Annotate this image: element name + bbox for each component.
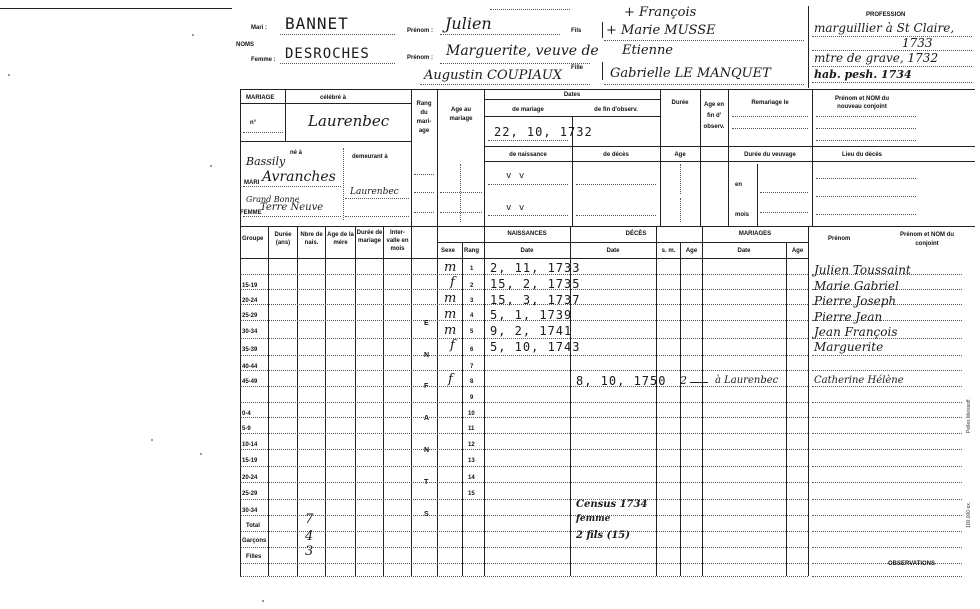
mariages-label: MARIAGES [738,231,772,237]
table-row-line [812,386,962,387]
intervalle-label: Inter- valle en mois [386,230,409,252]
prenom-label-femme: Prénom : [407,55,434,61]
table-row-line [812,355,962,356]
table-row-line [240,547,808,548]
child-birth-date: 5, 10, 1743 [490,340,581,354]
mariage-age-label: Age [791,248,804,254]
age-fin-label: Age en fin d' observ. [703,102,725,130]
femme-label-birth: FEMME [240,210,262,216]
en-label: en [735,182,743,188]
deces-age-label: Age [685,248,698,254]
group-label: 40-44 [242,364,258,370]
widow-of-name: Augustin COUPIAUX [424,68,563,83]
rank-number: 2 [470,283,474,289]
profession-line-1: marguillier à St Claire, [814,21,955,35]
dates-label: Dates [563,92,581,98]
child-birth-date: 15, 2, 1735 [490,277,581,291]
marriage-date: 22, 10, 1732 [494,125,593,139]
child-name: Marguerite [814,340,884,354]
groupe-label: Groupe [242,236,264,242]
mariage-date-label: Date [737,248,751,254]
remariage-label: Remariage le [751,100,789,106]
rank-number: 15 [468,491,475,497]
lieu-deces-label: Lieu du décès [841,152,882,158]
table-row-line [240,449,808,450]
group-label: 30-34 [242,329,258,335]
child-name: Pierre Joseph [814,294,897,308]
child-sex: m [444,260,457,275]
child-sex: m [444,291,457,306]
table-row-line [240,563,808,564]
husband-father: + François [624,5,697,20]
rank-number: 14 [468,475,475,481]
table-row-line [812,531,962,532]
rank-number: 8 [470,379,474,385]
group-label: 20-24 [242,298,258,304]
rank-number: 6 [470,347,474,353]
prenom-conjoint-label: Prénom et NOM du conjoint [899,232,954,247]
table-row-line [240,466,808,467]
table-row-line [812,433,962,434]
filles-label: Filles [246,554,262,560]
table-row-line [812,417,962,418]
rang-mariage-label: Rang du mari-age [416,101,432,134]
de-fin-label: de fin d'observ. [594,107,638,113]
group-label: 5-9 [242,426,251,432]
table-row-line [240,482,808,483]
table-row-line [240,499,808,500]
wife-first-name: Marguerite, veuve de [446,43,599,59]
child-sex: m [444,323,457,338]
rank-number: 4 [470,313,474,319]
rank-number: 10 [468,411,475,417]
enfants-letter: N [424,447,430,454]
group-label: 35-39 [242,347,258,353]
mari-label: MARI [244,180,260,186]
duree-label: Durée [671,100,689,106]
fille-label: Fille [571,65,584,71]
table-row-line [240,402,808,403]
enfants-letter: T [424,479,429,486]
table-row-line [812,449,962,450]
observations-label: OBSERVATIONS [888,561,936,567]
child-birth-date: 9, 2, 1741 [490,324,573,338]
rank-number: 5 [470,329,474,335]
noms-label: NOMS [236,42,254,48]
filles-count: 3 [305,544,314,559]
child-name: Jean François [814,325,898,339]
rank-number: 12 [468,442,475,448]
child-death-place: à Laurenbec [715,375,779,386]
census-line-3: 2 fils (15) [576,530,630,541]
table-row-line [812,466,962,467]
age-mariage-label: Age au mariage [449,107,473,122]
census-line-2: femme [576,514,611,524]
wife-surname: DESROCHES [285,46,370,62]
nbre-nais-label: Nbre de nais. [300,232,323,246]
table-row-line [812,515,962,516]
group-label: 10-14 [242,442,258,448]
group-label: 20-24 [242,475,258,481]
table-row-line [812,370,962,371]
table-row-line [240,531,808,532]
enfants-letter: F [424,383,429,390]
table-row-line [240,386,808,387]
enfants-letter: N [424,352,430,359]
duree-ans-label: Durée (ans) [274,232,292,246]
rank-number: 1 [470,266,474,272]
prenom-label-mari: Prénom : [407,28,434,34]
group-label: 15-19 [242,458,258,464]
group-label: 25-29 [242,491,258,497]
child-name: Marie Gabriel [814,279,899,293]
mariage-title: MARIAGE [246,95,275,101]
census-line-1: Census 1734 [576,499,648,510]
marriage-place: Laurenbec [308,112,390,130]
husband-dob: v v [506,171,526,181]
child-sex: f [450,338,455,353]
scan-speck [210,165,212,167]
sexe-label: Sexe [441,248,456,254]
fils-label: Fils [571,28,582,34]
table-row-line [812,402,962,403]
deces-label: DÉCÈS [625,231,647,237]
sm-label: s. m. [661,248,676,254]
prenom-label: Prénom [828,236,851,242]
rank-number: 11 [468,426,475,432]
scan-speck [192,34,194,36]
husband-surname: BANNET [285,14,349,33]
celebre-label: célébré à [320,95,347,101]
child-birth-date: 5, 1, 1739 [490,308,573,322]
profession-line-4: hab. pesh. 1734 [814,68,912,81]
wife-father: Etienne [622,43,674,58]
child-death-date: 8, 10, 1750 [576,374,667,388]
table-row-line [240,338,808,339]
group-label: 45-49 [242,379,258,385]
table-row-line [812,563,962,564]
husband-mother: + Marie MUSSE [606,23,716,38]
wife-mother: Gabrielle LE MANQUET [610,66,771,81]
table-row-line [812,547,962,548]
profession-line-2: 1733 [902,36,933,50]
scan-speck [8,74,10,76]
garcons-count: 4 [305,529,314,544]
de-deces-label: de décès [603,152,629,158]
mois-label: mois [735,212,750,218]
rank-number: 7 [470,364,474,370]
husband-residence: Laurenbec [350,187,399,197]
de-naissance-label: de naissance [509,152,547,158]
duree-veuvage-label: Durée du veuvage [744,152,796,158]
demeurant-label: demeurant à [352,154,388,160]
wife-dob: v v [506,203,526,213]
child-birth-date: 2, 11, 1733 [490,261,581,275]
table-row-line [240,576,808,577]
enfants-letter: E [424,320,429,327]
garcons-label: Garçons [242,538,267,544]
child-sex: f [450,275,455,290]
rang-label: Rang [464,248,479,254]
profession-line-3: mtre de grave, 1732 [814,51,939,65]
rank-number: 3 [470,298,474,304]
enfants-letter: A [424,415,430,422]
femme-label: Femme : [251,57,276,63]
group-label: 30-34 [242,508,258,514]
child-birth-date: 15, 3, 1737 [490,293,581,307]
table-row-line [240,433,808,434]
naissance-date-label: Date [520,248,534,254]
age-label: Age [674,152,686,158]
table-row-line [240,515,808,516]
nouveau-conjoint-label: Prénom et NOM du nouveau conjoint [834,96,889,110]
child-death-age: 2 [680,374,687,387]
total-count: 7 [305,512,314,527]
group-label: 0-4 [242,411,251,417]
group-label: 15-19 [242,283,258,289]
table-row-line [240,355,808,356]
corner-rule [0,8,232,9]
rank-number: 9 [470,395,474,401]
child-sex: m [444,307,457,322]
ne-a-label: né à [290,150,303,156]
print-run: 100.000 ex. [966,501,972,528]
table-row-line [812,499,962,500]
numero-label: n° [250,120,257,126]
deces-date-label: Date [606,248,620,254]
husband-birthplace-2: Avranches [262,169,336,185]
husband-birthplace-1: Bassily [246,155,286,168]
duree-mariage-label: Durée de mariage [356,230,383,244]
de-mariage-label: de mariage [512,107,544,113]
table-row-line [812,576,962,577]
wife-birthplace-2: Terre Neuve [260,202,324,213]
child-name: Catherine Hélène [814,375,904,386]
profession-label: PROFESSION [866,12,906,18]
rank-number: 13 [468,458,475,464]
wife-birthplace-1: Grand Bonne [246,195,300,204]
scan-speck [262,600,264,602]
total-label: Total [246,523,260,529]
age-mere-label: Age de la mère [327,232,354,246]
group-label: 25-29 [242,313,258,319]
child-name: Julien Toussaint [814,263,911,277]
table-row-line [240,370,808,371]
naissances-label: NAISSANCES [507,231,547,237]
child-name: Pierre Jean [814,310,883,324]
printer-credit: Pelles Meissoff. [966,398,972,433]
enfants-letter: S [424,511,429,518]
husband-first-name: Julien [445,14,492,33]
table-row-line [240,417,808,418]
table-row-line [812,482,962,483]
scan-speck [151,439,153,441]
scan-speck [200,453,202,455]
mari-label: Mari : [251,25,268,31]
child-sex: f [448,372,453,387]
